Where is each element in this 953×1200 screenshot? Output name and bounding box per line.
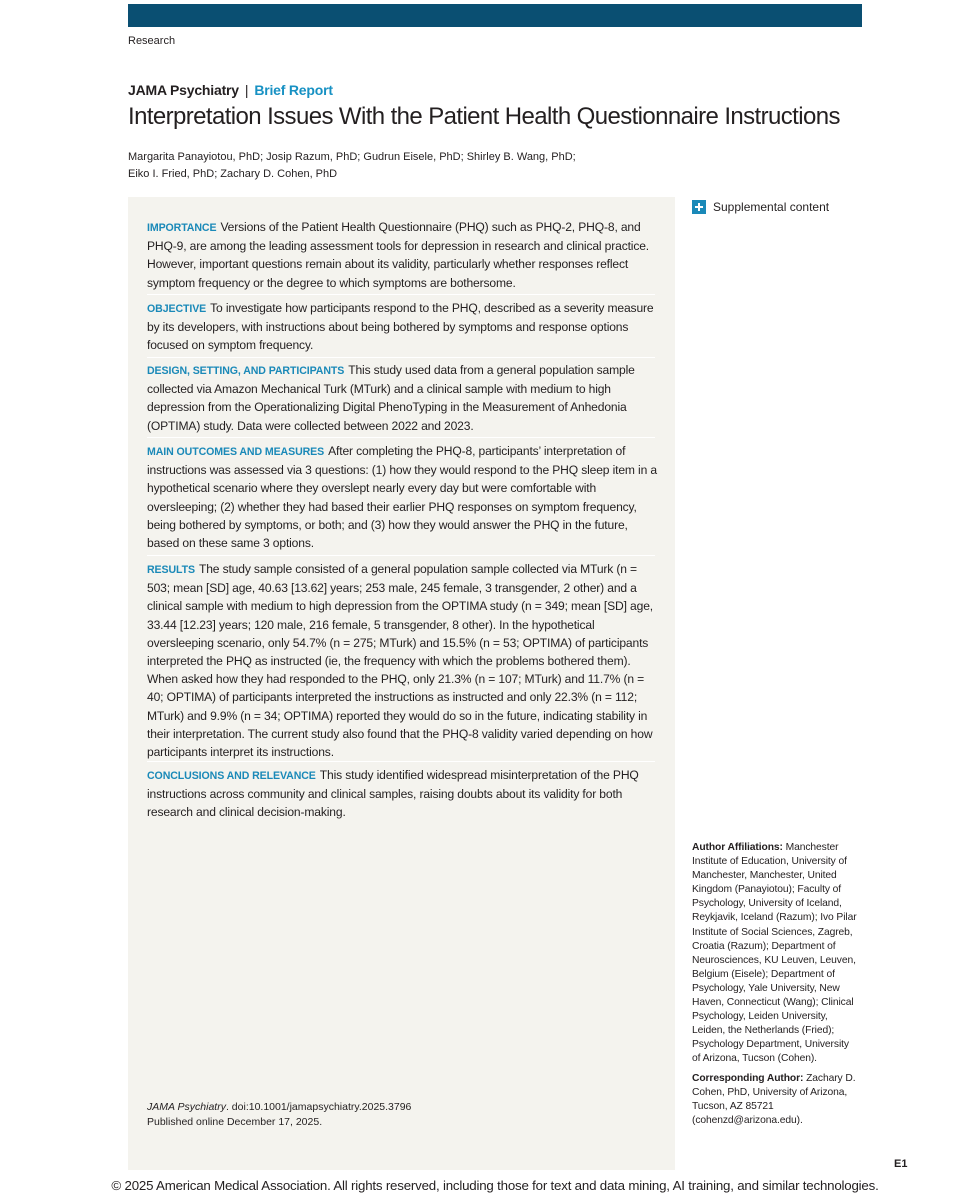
article-type: Brief Report bbox=[254, 82, 333, 98]
abstract-outcomes bbox=[147, 442, 657, 552]
abstract-heading: OBJECTIVE bbox=[147, 303, 207, 315]
affiliations-heading: Author Affiliations: bbox=[692, 842, 783, 853]
citation-journal: JAMA Psychiatry bbox=[147, 1101, 226, 1113]
abstract-results bbox=[147, 560, 657, 761]
journal-line bbox=[128, 82, 333, 98]
abstract-text: The study sample consisted of a general population sample collected via MTurk (n = 503; mean [SD] age, 40.63 [13.62] years; 253 male, 245 female, 3 transgender, 2 other) and a clinical sample with medium to high depression from the OPTIMA study (n = 349; mean [SD] age, 33.44 [12.23] years; 120 male, 216 female, 5 transgender, 8 other). In the hypothetical oversleeping scenario, only 54.7% (n = 275; MTurk) and 15.5% (n = 53; OPTIMA) of participants interpreted the PHQ as instructed (ie, the frequency with which the problems bothered them). When asked how they had responded to the PHQ, only 21.3% (n = 107; MTurk) and 11.7% (n = 40; OPTIMA) of participants interpreted the instructions as instructed and only 22.3% (n = 112; MTurk) and 9.9% (n = 34; OPTIMA) reported they would do so in the future, indicating stability in their interpretation. The current study also found that the PHQ-8 validity varied depending on how participants interpret its instructions. bbox=[147, 562, 653, 760]
plus-icon bbox=[692, 200, 706, 214]
abstract-design bbox=[147, 361, 657, 435]
abstract-objective bbox=[147, 299, 657, 355]
abstract-text: This study identified widespread misinterpretation of the PHQ instructions across community and clinical samples, raising doubts about its validity for both research and clinical decision-making. bbox=[147, 768, 639, 820]
supplemental-label: Supplemental content bbox=[713, 200, 830, 214]
section-divider bbox=[147, 357, 655, 358]
page-number: E1 bbox=[894, 1158, 908, 1170]
abstract-heading: IMPORTANCE bbox=[147, 222, 217, 234]
abstract-heading: RESULTS bbox=[147, 564, 195, 576]
section-divider bbox=[147, 555, 655, 556]
abstract-conclusions bbox=[147, 766, 657, 822]
header-bar bbox=[128, 4, 862, 27]
supplemental-content-link[interactable] bbox=[692, 200, 829, 214]
doi-line bbox=[147, 1100, 411, 1115]
author-affiliations bbox=[692, 841, 860, 1067]
abstract-box bbox=[128, 197, 675, 1170]
abstract-text: This study used data from a general population sample collected via Amazon Mechanical Turk (MTurk) and a clinical sample with medium to high depression from the Operationalizing Digital PhenoTyping in the Measurement of Anhedonia (OPTIMA) study. Data were collected between 2022 and 2023. bbox=[147, 363, 635, 433]
abstract-importance bbox=[147, 218, 657, 292]
abstract-text: To investigate how participants respond to the PHQ, described as a severity measure by its developers, with instructions about being bothered by symptoms and response options focused on symptom frequency. bbox=[147, 301, 654, 353]
section-divider bbox=[147, 437, 655, 438]
published-date: Published online December 17, 2025. bbox=[147, 1116, 323, 1128]
corresponding-author bbox=[692, 1072, 860, 1128]
section-label: Research bbox=[128, 35, 176, 47]
section-divider bbox=[147, 761, 655, 762]
affiliations-text: Manchester Institute of Education, University of Manchester, Manchester, United Kingdom (Panayiotou); Faculty of Psychology, University of Iceland, Reykjavik, Iceland (Razum); Ivo Pilar Institute of Social Sciences, Zagreb, Croatia (Razum); Department of Neurosciences, KU Leuven, Leuven, Belgium (Eisele); Department of Psychology, Yale University, New Haven, Connecticut (Wang); Clinical Psychology, Leiden University, Leiden, the Netherlands (Fried); Psychology Department, University of Arizona, Tucson (Cohen). bbox=[692, 842, 857, 1065]
abstract-text: Versions of the Patient Health Questionnaire (PHQ) such as PHQ-2, PHQ-8, and PHQ-9, are among the leading assessment tools for depression in research and clinical practice. However, important questions remain about its validity, particularly whether responses reflect symptom frequency or the degree to which symptoms are bothersome. bbox=[147, 220, 650, 290]
abstract-heading: CONCLUSIONS AND RELEVANCE bbox=[147, 770, 316, 782]
abstract-heading: DESIGN, SETTING, AND PARTICIPANTS bbox=[147, 365, 345, 377]
journal-separator: | bbox=[244, 82, 249, 98]
copyright-notice: © 2025 American Medical Association. All rights reserved, including those for text and data mining, AI training, and similar technologies. bbox=[111, 1178, 879, 1193]
section-divider bbox=[147, 294, 655, 295]
abstract-heading: MAIN OUTCOMES AND MEASURES bbox=[147, 446, 325, 458]
citation-doi: . doi:10.1001/jamapsychiatry.2025.3796 bbox=[225, 1101, 412, 1113]
citation bbox=[147, 1100, 411, 1130]
abstract-text: After completing the PHQ-8, participants’ interpretation of instructions was assessed via 3 questions: (1) how they would respond to the PHQ sleep item in a hypothetical scenario where they overslept nearly every day but were comfortable with oversleeping; (2) whether they had based their earlier PHQ responses on symptom frequency, being bothered by symptoms, or both; and (3) how they would answer the PHQ in the future, based on these same 3 options. bbox=[147, 444, 657, 551]
article-title: Interpretation Issues With the Patient Health Questionnaire Instructions bbox=[128, 103, 840, 130]
authors-line: Margarita Panayiotou, PhD; Josip Razum, PhD; Gudrun Eisele, PhD; Shirley B. Wang, PhD; bbox=[128, 151, 576, 163]
corresponding-text: Zachary D. Cohen, PhD, University of Arizona, Tucson, AZ 85721 (cohenzd@arizona.edu). bbox=[692, 1073, 856, 1127]
author-list bbox=[128, 149, 598, 183]
authors-line: Eiko I. Fried, PhD; Zachary D. Cohen, PhD bbox=[128, 168, 338, 180]
journal-name: JAMA Psychiatry bbox=[128, 82, 239, 98]
corresponding-heading: Corresponding Author: bbox=[692, 1073, 804, 1084]
